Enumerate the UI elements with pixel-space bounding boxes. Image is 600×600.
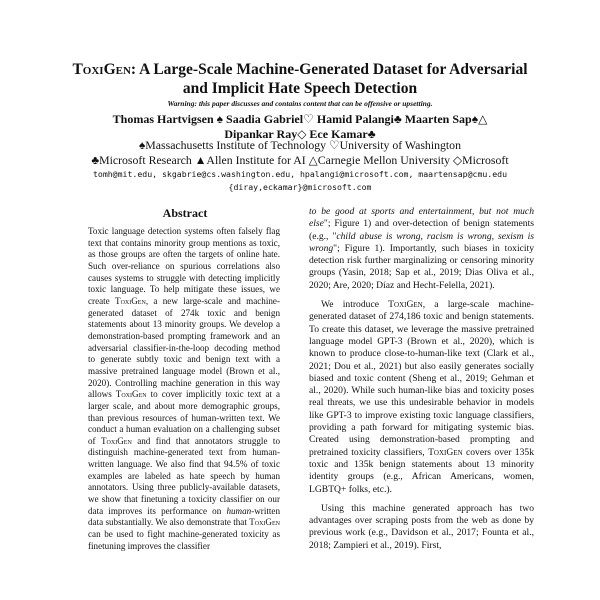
abstract-text-d: and find that annotators struggle to distinguish machine-generated text from human-written language. We also find that 94.5% of toxic examples are labeled as hate speech by human annotators. Using three publicly-available datasets, we show that finetuning a toxicity classifier on our data improves its performance on: [88, 435, 280, 516]
authors-row-1: Thomas Hartvigsen ♠ Saadia Gabriel♡ Hamid Palangi♣ Maarten Sap♠△: [112, 112, 488, 126]
intro-column: [309, 206, 534, 559]
abstract-text-a: Toxic language detection systems often falsely flag text that contains minority group mentions as toxic, as those groups are often the targets of online hate. Such over-reliance on spurious correlations also causes systems to struggle with detecting implicitly toxic language. To help mitigate these issues, we create: [88, 226, 280, 306]
intro-p1-text-1: "; Figure 1) and over-detection of benign statements (e.g., ": [309, 218, 534, 242]
intro-p2-text-1: We introduce: [321, 299, 389, 311]
intro-p2-text-3: covers over 135k toxic and 135k benign statements about 13 minority identity groups (e.g., African Americans, women, LGBTQ+ folks, etc.).: [309, 446, 534, 495]
intro-p2-text-2: , a large-scale machine-generated dataset of 274,186 toxic and benign statements. To create this dataset, we leverage the massive pretrained language model GPT-3 (Brown et al., 2020), which is known to produce close-to-human-like text (Clark et al., 2021; Dou et al., 2021) but also easily generates socially biased and toxic content (Sheng et al., 2019; Gehman et al., 2020). While such human-like bias and toxicity poses real threats, we use this undesirable behavior in models like GPT-3 to improve existing toxic language classifiers, providing a path forward for mitigating systemic bias. Created using demonstration-based prompting and pretrained toxicity classifiers,: [309, 299, 534, 458]
abstract-dataset-name-4: ToxiGen: [249, 517, 280, 528]
abstract-dataset-name-2: ToxiGen: [115, 389, 147, 400]
dataset-name: ToxiGen: [72, 61, 131, 78]
example-statement-2: child abuse is wrong, racism is wrong, sexism is wrong: [309, 230, 534, 254]
abstract-text-c: to cover implicitly toxic text at a larger scale, and about more demographic groups, than previous resources of human-written text. We conduct a human evaluation on a challenging subset of: [88, 389, 280, 446]
authors-row-2: Dipankar Ray◇ Ece Kamar♣: [224, 127, 376, 141]
intro-paragraph-3: [309, 503, 534, 552]
intro-p3-text-1: Using this machine generated approach has two advantages over scraping posts from the web as done by previous work (e.g., Davidson et al., 2017; Founta et al., 2018; Zampieri et al., 2019). First,: [309, 502, 534, 551]
emails-row-1: tomh@mit.edu, skgabrie@cs.washington.edu, hpalangi@microsoft.com, maartensap@cmu.edu: [92, 169, 508, 179]
title-line1: : A Large-Scale Machine-Generated Dataset for Adversarial: [130, 61, 528, 78]
abstract-body: [88, 226, 280, 552]
abstract-emphasis: human: [226, 505, 252, 516]
paper-title: [40, 60, 560, 98]
intro-dataset-name-1: ToxiGen: [388, 299, 423, 311]
title-line2: and Implicit Hate Speech Detection: [182, 80, 418, 97]
intro-paragraph-1: [309, 206, 534, 292]
abstract-text-e: -written data substantially. We also demonstrate that: [88, 505, 280, 528]
example-statement-1: to be good at sports and entertainment, but not much else: [309, 206, 534, 230]
intro-paragraph-2: [309, 299, 534, 496]
abstract-text-b: , a new large-scale and machine-generated dataset of 274k toxic and benign statements about 13 minority groups. We develop a demonstration-based prompting framework and an adversarial classifier-in-the-loop decoding method to generate subtly toxic and benign text with a massive pretrained language model (Brown et al., 2020). Controlling machine generation in this way allows: [88, 295, 280, 400]
emails-row-2: {diray,eckamar}@microsoft.com: [228, 182, 372, 192]
affiliations: [20, 138, 580, 167]
content-warning: Warning: this paper discusses and contains content that can be offensive or upsetting.: [167, 99, 433, 108]
author-emails: [20, 168, 580, 194]
affiliations-row-1: ♠Massachusetts Institute of Technology ♡University of Washington: [139, 138, 461, 152]
abstract-heading: Abstract: [162, 206, 208, 220]
abstract-dataset-name-1: ToxiGen: [115, 295, 146, 306]
intro-dataset-name-2: ToxiGen: [428, 446, 463, 458]
affiliations-row-2: ♣Microsoft Research ▲Allen Institute for AI △Carnegie Mellon University ◇Microsoft: [91, 152, 509, 167]
abstract-dataset-name-3: ToxiGen: [101, 435, 132, 446]
abstract-text-f: can be used to fight machine-generated toxicity as finetuning improves the classifier: [88, 529, 280, 551]
intro-p1-text-2: "; Figure 1). Importantly, such biases in toxicity detection risk further marginalizing or censoring minority groups (Yasin, 2018; Sap et al., 2019; Dias Oliva et al., 2020; Are, 2020; Díaz and Hecht-Felella, 2021).: [309, 242, 534, 291]
